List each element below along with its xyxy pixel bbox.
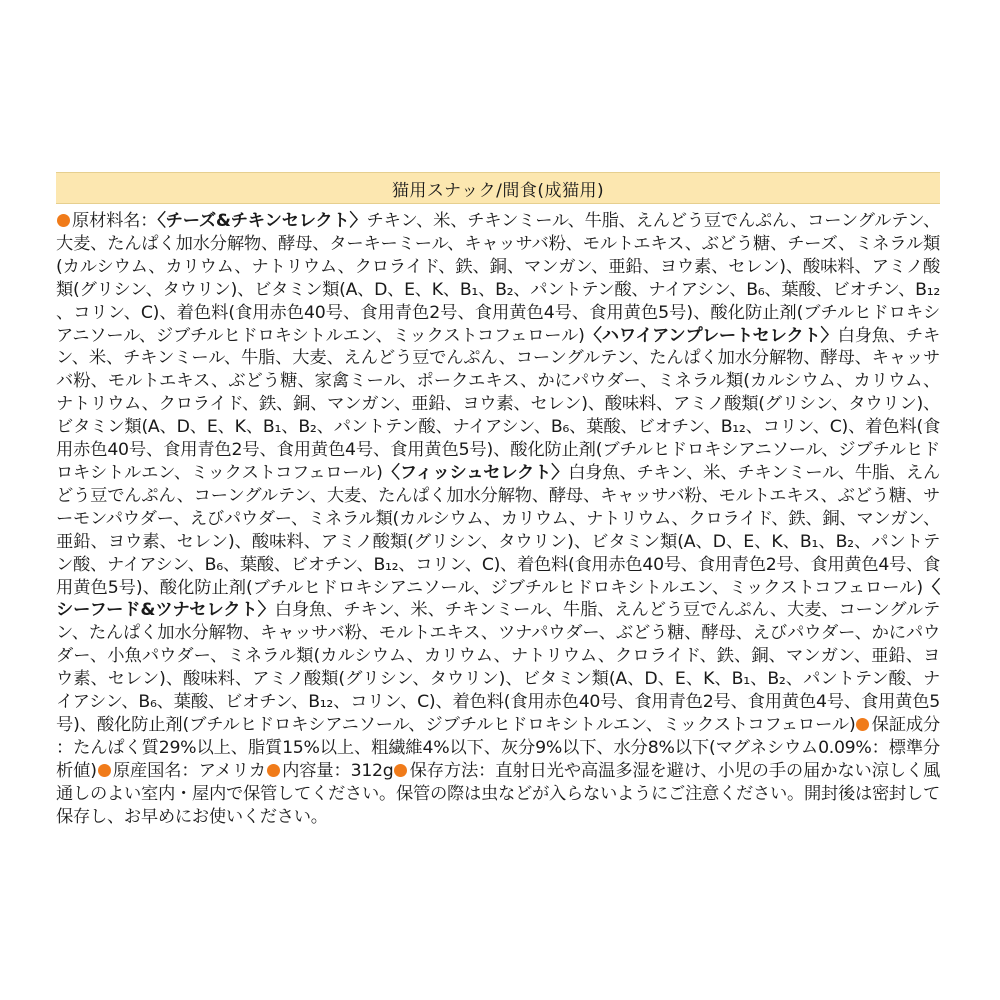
content-label: 内容量： bbox=[281, 760, 351, 781]
bullet-icon bbox=[98, 764, 111, 777]
variety-ingredients-seafood-tuna: 白身魚、チキン、米、チキンミール、牛脂、えんどう豆でんぷん、大麦、コーングルテン、たんぱく加水分解物、キャッサバ粉、モルトエキス、ツナパウダー、ぶどう糖、酵母、えびパウダー、かにパウダー、小魚パウダー、ミネラル類(カルシウム、カリウム、ナトリウム、クロライド、鉄、銅、マンガン、亜鉛、ヨウ素、セレン)、酸味料、アミノ酸類(グリシン、タウリン)、ビタミン類(A、D、E、K、B₁、B₂、パントテン酸、ナイアシン、B₆、葉酸、ビオチン、B₁₂、コリン、C)、着色料(食用赤色40号、食用青色2号、食用黄色4号、食用黄色5号)、酸化防止剤(ブチルヒドロキシアニソール、ジブチルヒドロキシトルエン、ミックストコフェロール) bbox=[56, 600, 940, 735]
variety-name-cheese-chicken: 〈チーズ&チキンセレクト〉 bbox=[157, 211, 367, 231]
guarantee-label: 保証成分： bbox=[56, 714, 940, 758]
variety-name-hawaiian-plate: 〈ハワイアンプレートセレクト〉 bbox=[584, 325, 838, 346]
variety-ingredients-cheese-chicken: チキン、米、チキンミール、牛脂、えんどう豆でんぷん、コーングルテン、大麦、たんぱく加水分解物、酵母、ターキーミール、キャッサバ粉、モルトエキス、ぶどう糖、チーズ、ミネラル類(カルシウム、カリウム、ナトリウム、クロライド、鉄、銅、マンガン、亜鉛、ヨウ素、セレン)、酸味料、アミノ酸類(グリシン、タウリン)、ビタミン類(A、D、E、K、B₁、B₂、パントテン酸、ナイアシン、B₆、葉酸、ビオチン、B₁₂、コリン、C)、着色料(食用赤色40号、食用青色2号、食用黄色4号、食用黄色5号)、酸化防止剤(ブチルヒドロキシアニソール、ジブチルヒドロキシトルエン、ミックストコフェロール) bbox=[56, 211, 940, 346]
origin-value: アメリカ bbox=[198, 760, 266, 781]
variety-ingredients-hawaiian-plate: 白身魚、チキン、米、チキンミール、牛脂、大麦、えんどう豆でんぷん、コーングルテン、たんぱく加水分解物、酵母、キャッサバ粉、モルトエキス、ぶどう糖、家禽ミール、ポークエキス、かにパウダー、ミネラル類(カルシウム、カリウム、ナトリウム、クロライド、鉄、銅、マンガン、亜鉛、ヨウ素、セレン)、酸味料、アミノ酸類(グリシン、タウリン)、ビタミン類(A、D、E、K、B₁、B₂、パントテン酸、ナイアシン、B₆、葉酸、ビオチン、B₁₂、コリン、C)、着色料(食用赤色40号、食用青色2号、食用黄色4号、食用黄色5号)、酸化防止剤(ブチルヒドロキシアニソール、ジブチルヒドロキシトルエン、ミックストコフェロール) bbox=[56, 325, 941, 483]
label-title: 猫用スナック/間食(成猫用) bbox=[391, 180, 605, 201]
guarantee-text: たんぱく質29%以上、脂質15%以上、粗繊維4%以下、灰分9%以下、水分8%以下(マグネシウム0.09%：標準分析値) bbox=[56, 737, 940, 781]
content-value: 312g bbox=[350, 760, 394, 781]
bullet-icon bbox=[57, 214, 70, 227]
storage-text: 直射日光や高温多湿を避け、小児の手の届かない涼しく風通しのよい室内・屋内で保管してください。保管の際は虫などが入らないようにご注意ください。開封後は密封して保存し、お早めにお使いください。 bbox=[56, 760, 940, 827]
variety-ingredients-fish: 白身魚、チキン、米、チキンミール、牛脂、えんどう豆でんぷん、コーングルテン、大麦、たんぱく加水分解物、酵母、キャッサバ粉、モルトエキス、ぶどう糖、サーモンパウダー、えびパウダー、ミネラル類(カルシウム、カリウム、ナトリウム、クロライド、鉄、銅、マンガン、亜鉛、ヨウ素、セレン)、酸味料、アミノ酸類(グリシン、タウリン)、ビタミン類(A、D、E、K、B₁、B₂、パントテン酸、ナイアシン、B₆、葉酸、ビオチン、B₁₂、コリン、C)、着色料(食用赤色40号、食用青色2号、食用黄色4号、食用黄色5号)、酸化防止剤(ブチルヒドロキシアニソール、ジブチルヒドロキシトルエン、ミックストコフェロール) bbox=[56, 462, 940, 598]
storage-label: 保存方法： bbox=[409, 760, 496, 781]
product-label-panel bbox=[56, 172, 940, 828]
bullet-icon bbox=[856, 718, 869, 731]
bullet-icon bbox=[267, 764, 280, 777]
variety-name-fish: 〈フィッシュセレクト〉 bbox=[382, 462, 569, 483]
bullet-icon bbox=[394, 764, 407, 777]
ingredients-label: 原材料名： bbox=[72, 211, 158, 231]
variety-name-seafood-tuna: 〈シーフード&ツナセレクト〉 bbox=[56, 577, 940, 621]
label-body bbox=[56, 204, 940, 828]
label-header bbox=[56, 172, 940, 204]
origin-label: 原産国名： bbox=[112, 760, 199, 781]
